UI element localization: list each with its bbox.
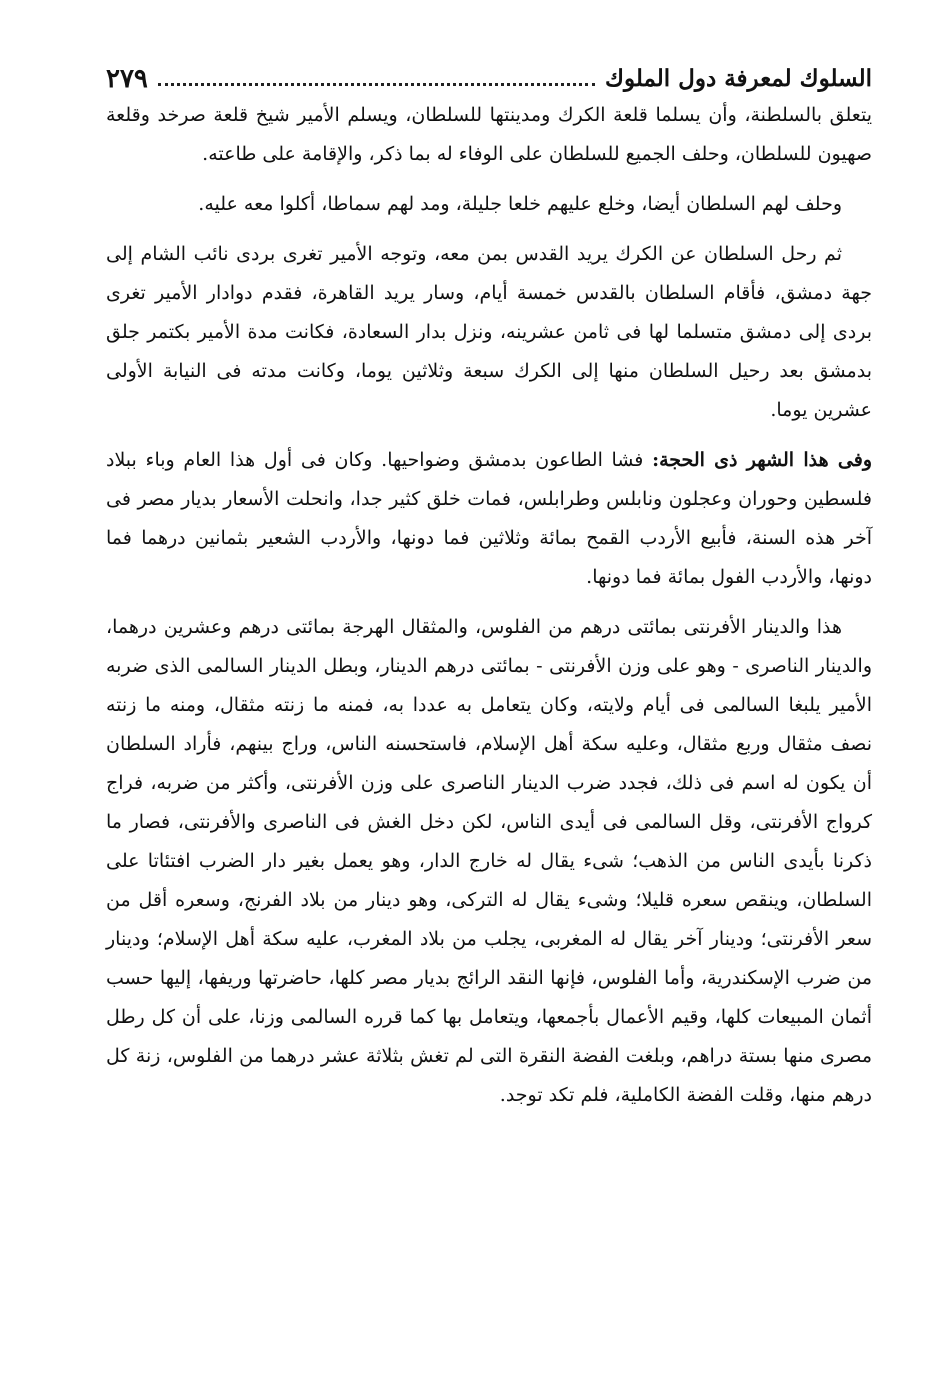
paragraph xyxy=(106,235,872,430)
header-dot-leader xyxy=(158,83,595,86)
paragraph xyxy=(106,96,872,174)
paragraph xyxy=(106,608,872,1115)
paragraph xyxy=(106,441,872,597)
main-text xyxy=(106,96,872,1126)
paragraph-text: ثم رحل السلطان عن الكرك يريد القدس بمن معه، وتوجه الأمير تغرى بردى نائب الشام إلى جهة دمشق، فأقام السلطان بالقدس خمسة أيام، وسار يريد القاهرة، فقدم دوادار الأمير تغرى بردى إلى دمشق متسلما لها فى ثامن عشرينه، ونزل بدار السعادة، فكانت مدة الأمير بكتمر جلق بدمشق بعد رحيل السلطان منها إلى الكرك سبعة وثلاثين يوما، وكانت مدته فى النيابة الأولى عشرين يوما. xyxy=(106,243,872,421)
running-title: السلوك لمعرفة دول الملوك xyxy=(604,65,872,92)
page-header xyxy=(106,50,872,94)
paragraph xyxy=(106,185,872,224)
paragraph-lead-heading: وفى هذا الشهر ذى الحجة: xyxy=(652,449,872,471)
paragraph-text: هذا والدينار الأفرنتى بمائتى درهم من الفلوس، والمثقال الهرجة بمائتى درهم وعشرين درهما، والدينار الناصرى - وهو على وزن الأفرنتى - بمائتى درهم الدينار، وبطل الدينار السالمى الذى ضربه الأمير يلبغا السالمى فى أيام ولايته، وكان يتعامل به عددا به، فمنه ما زنته مثقال، ومنه ما زنته نصف مثقال وربع مثقال، وعليه سكة أهل الإسلام، فاستحسنه الناس، وراج بينهم، فأراد السلطان أن يكون له اسم فى ذلك، فجدد ضرب الدينار الناصرى على وزن الأفرنتى، وأكثر من ضربه، فراج كرواج الأفرنتى، وقل السالمى فى أيدى الناس، لكن دخل الغش فى الناصرى والأفرنتى، فصار ما ذكرنا بأيدى الناس من الذهب؛ شىء يقال له خارج الدار، وهو يعمل بغير دار الضرب افتئاتا على السلطان، وينقص سعره قليلا؛ وشىء يقال له التركى، وهو دينار من بلاد الفرنج، وسعره أقل من سعر الأفرنتى؛ ودينار آخر يقال له المغربى، يجلب من بلاد المغرب، عليه سكة أهل الإسلام؛ ودينار من ضرب الإسكندرية، وأما الفلوس، فإنها النقد الرائج بديار مصر كلها، حاضرتها وريفها، إليها حسب أثمان المبيعات كلها، وقيم الأعمال بأجمعها، ويتعامل بها كما قرره السالمى وزنا، على أن كل رطل مصرى منها بستة دراهم، وبلغت الفضة النقرة التى لم تغش بثلاثة عشر درهما من الفلوس، زنة كل درهم منها، وقلت الفضة الكاملية، فلم تكد توجد. xyxy=(106,616,872,1106)
paragraph-text: وحلف لهم السلطان أيضا، وخلع عليهم خلعا جليلة، ومد لهم سماطا، أكلوا معه عليه. xyxy=(198,193,842,215)
page-number: ٢٧٩ xyxy=(106,64,148,94)
paragraph-text: فشا الطاعون بدمشق وضواحيها. وكان فى أول هذا العام وباء ببلاد فلسطين وحوران وعجلون ونابلس وطرابلس، فمات خلق كثير جدا، وانحلت الأسعار بديار مصر فى آخر هذه السنة، فأبيع الأردب القمح بمائة وثلاثين فما دونها، والأردب الشعير بثمانين درهما فما دونها، والأردب الفول بمائة فما دونها. xyxy=(106,449,872,588)
paragraph-text: يتعلق بالسلطنة، وأن يسلما قلعة الكرك ومدينتها للسلطان، ويسلم الأمير شيخ قلعة صرخد وقلعة صهيون للسلطان، وحلف الجميع للسلطان على الوفاء له بما ذكر، والإقامة على طاعته. xyxy=(106,104,872,165)
